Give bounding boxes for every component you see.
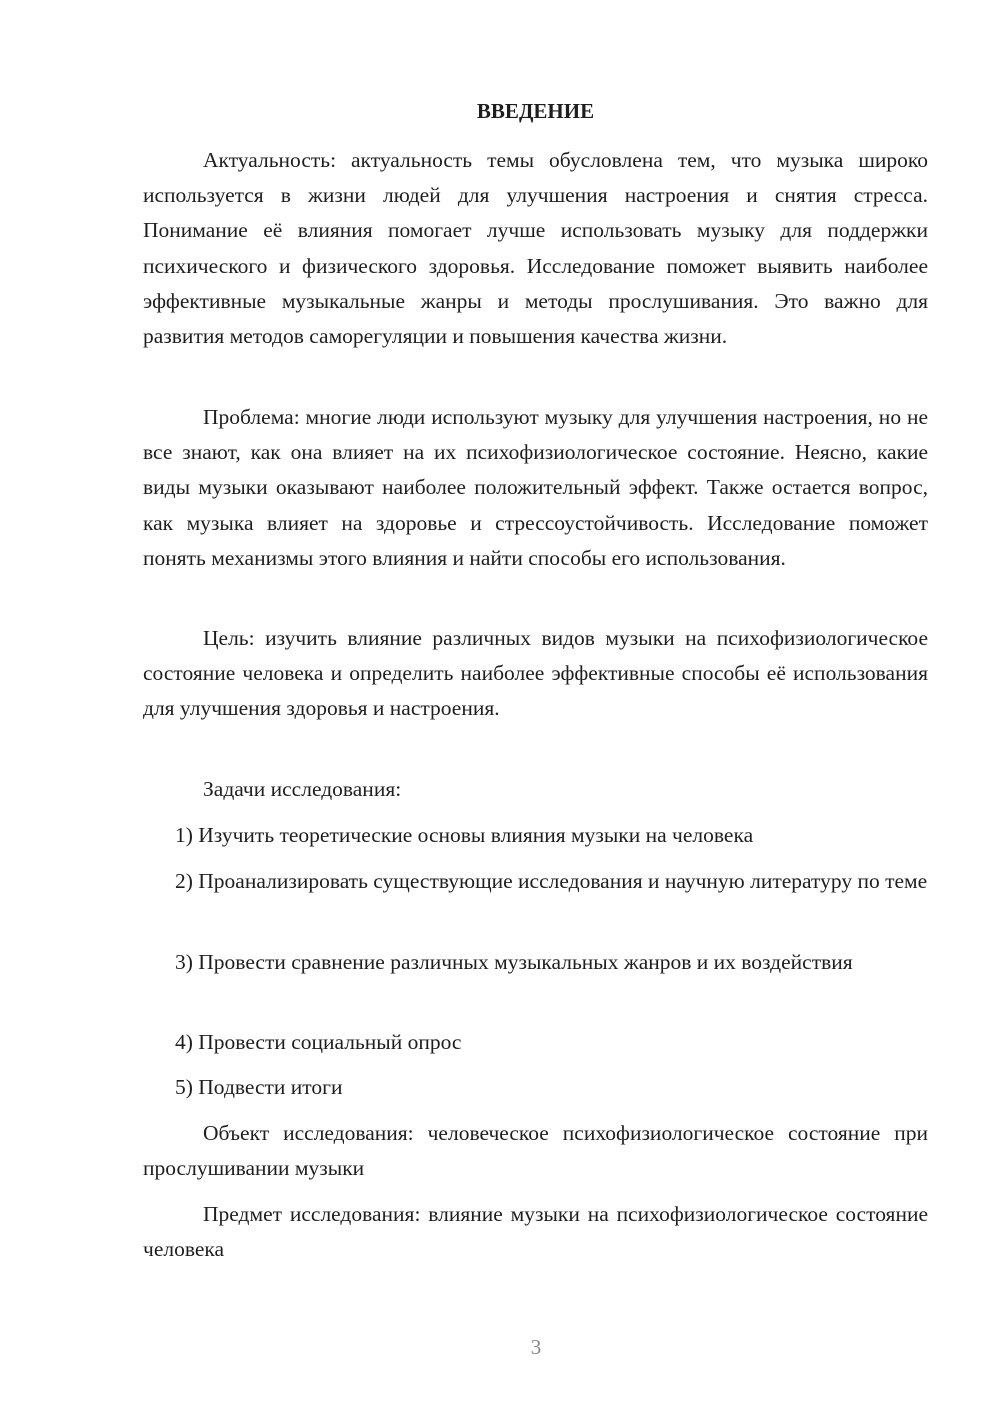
task-item-3: 3) Провести сравнение различных музыкальных жанров и их воздействия [175, 950, 853, 974]
problem-paragraph: Проблема: многие люди используют музыку для улучшения настроения, но не все знают, как она влияет на их психофизиологическое состояние. Неясно, какие виды музыки оказывают наиболее положительный эффект. Также остается вопрос, как музыка влияет на здоровье и стрессоустойчивость. Исследование поможет понять механизмы этого влияния и найти способы его использования. [143, 405, 928, 570]
subject-paragraph: Предмет исследования: влияние музыки на психофизиологическое состояние человека [143, 1202, 928, 1262]
task-item-4: 4) Провести социальный опрос [175, 1030, 462, 1054]
page-number: 3 [530, 1335, 542, 1359]
task-item-5: 5) Подвести итоги [175, 1075, 343, 1099]
task-item-2: 2) Проанализировать существующие исследования и научную литературу по теме [175, 869, 928, 893]
relevance-paragraph: Актуальность: актуальность темы обусловлена тем, что музыка широко используется в жизни людей для улучшения настроения и снятия стресса. Понимание её влияния помогает лучше использовать музыку для поддержки психического и физического здоровья. Исследование поможет выявить наиболее эффективные музыкальные жанры и методы прослушивания. Это важно для развития методов саморегуляции и повышения качества жизни. [143, 148, 928, 349]
section-title: ВВЕДЕНИЕ [476, 99, 595, 123]
tasks-heading: Задачи исследования: [203, 777, 402, 801]
goal-paragraph: Цель: изучить влияние различных видов музыки на психофизиологическое состояние человека и определить наиболее эффективные способы её использования для улучшения здоровья и настроения. [143, 626, 928, 721]
object-paragraph: Объект исследования: человеческое психофизиологическое состояние при прослушивании музыки [143, 1121, 928, 1181]
task-item-1: 1) Изучить теоретические основы влияния музыки на человека [175, 823, 754, 847]
